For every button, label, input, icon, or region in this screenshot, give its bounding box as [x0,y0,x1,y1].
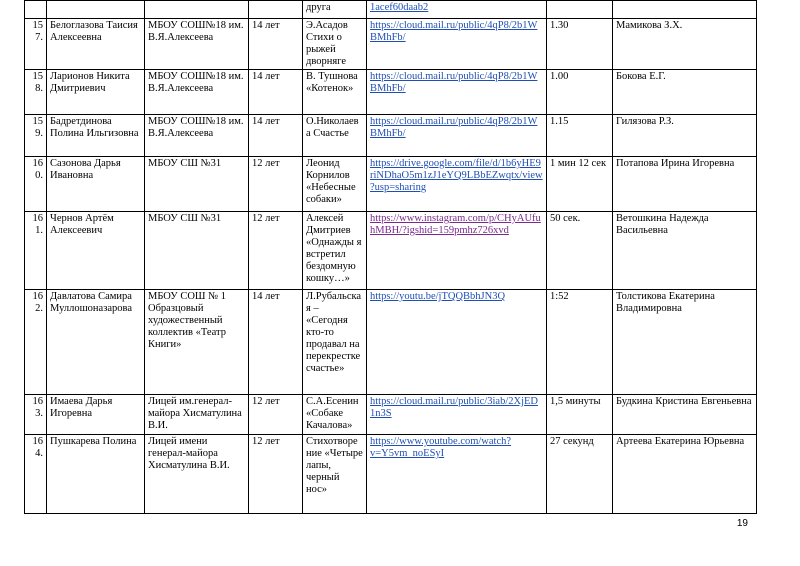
teacher-name: Гилязова Р.З. [613,115,757,157]
work-title: Л.Рубальская – «Сегодня кто-то продавал на перекрестке счастье» [303,290,367,395]
video-link[interactable]: https://www.instagram.com/p/CHyAUfuhMBH/?igshid=159pmhz726xvd [370,213,541,236]
school-name: Лицей им.генерал-майора Хисматулина В.И. [145,395,249,435]
table-row [25,290,757,395]
age: 14 лет [249,19,303,70]
page-number: 19 [736,518,748,529]
participant-name: Сазонова Дарья Ивановна [47,157,145,212]
age: 14 лет [249,290,303,395]
table-row [25,70,757,115]
table-row [25,395,757,435]
work-cell: друга [303,1,367,19]
teacher-name: Бокова Е.Г. [613,70,757,115]
work-title: Алексей Дмитриев «Однажды я встретил бездомную кошку…» [303,212,367,290]
work-title: Стихотворение «Четыре лапы, черный нос» [303,435,367,514]
work-title: Леонид Корнилов «Небесные собаки» [303,157,367,212]
duration: 1.15 [547,115,613,157]
row-number: 158. [25,70,47,115]
age: 12 лет [249,157,303,212]
participant-name: Имаева Дарья Игоревна [47,395,145,435]
row-number: 161. [25,212,47,290]
teacher-name: Будкина Кристина Евгеньевна [613,395,757,435]
duration: 1 мин 12 сек [547,157,613,212]
video-link[interactable]: https://drive.google.com/file/d/1b6yHE9riNDhaO5m1zJ1eYQ9LBbEZwqtx/view?usp=sharing [370,158,543,193]
school-name: МБОУ СШ №31 [145,212,249,290]
row-number: 159. [25,115,47,157]
table-row [25,1,757,19]
participant-name: Бадретдинова Полина Ильгизовна [47,115,145,157]
row-number: 164. [25,435,47,514]
age: 14 лет [249,115,303,157]
duration: 1,5 минуты [547,395,613,435]
age: 12 лет [249,212,303,290]
school-name: МБОУ СОШ № 1 Образцовый художественный коллектив «Театр Книги» [145,290,249,395]
work-title: О.Николаева Счастье [303,115,367,157]
duration: 50 сек. [547,212,613,290]
age: 14 лет [249,70,303,115]
school-name: Лицей имени генерал-майора Хисматулина В.И. [145,435,249,514]
teacher-name: Толстикова Екатерина Владимировна [613,290,757,395]
row-number: 157. [25,19,47,70]
duration: 1.00 [547,70,613,115]
row-number: 162. [25,290,47,395]
duration: 1:52 [547,290,613,395]
participant-name: Ларионов Никита Дмитриевич [47,70,145,115]
table-row [25,19,757,70]
work-title: В. Тушнова «Котенок» [303,70,367,115]
video-link[interactable]: https://cloud.mail.ru/public/3iab/2XjED1n3S [370,396,538,419]
duration: 1.30 [547,19,613,70]
row-number: 163. [25,395,47,435]
teacher-name: Ветошкина Надежда Васильевна [613,212,757,290]
teacher-name: Артеева Екатерина Юрьевна [613,435,757,514]
work-title: С.А.Есенин «Собаке Качалова» [303,395,367,435]
video-link[interactable]: https://cloud.mail.ru/public/4qP8/2b1WBMhFb/ [370,71,538,94]
school-name: МБОУ СОШ№18 им. В.Я.Алексеева [145,115,249,157]
age: 12 лет [249,435,303,514]
video-link[interactable]: https://youtu.be/jTQQBbhJN3Q [370,291,506,302]
table-row [25,212,757,290]
participant-name: Пушкарева Полина [47,435,145,514]
work-title: Э.Асадов Стихи о рыжей дворняге [303,19,367,70]
participants-table [24,0,757,514]
table-row [25,435,757,514]
participant-name: Чернов Артём Алексеевич [47,212,145,290]
duration: 27 секунд [547,435,613,514]
video-link[interactable]: https://cloud.mail.ru/public/4qP8/2b1WBMhFb/ [370,20,538,43]
school-name: МБОУ СОШ№18 им. В.Я.Алексеева [145,19,249,70]
school-name: МБОУ СОШ№18 им. В.Я.Алексеева [145,70,249,115]
video-link[interactable]: 1acef60daab2 [370,2,429,13]
video-link[interactable]: https://cloud.mail.ru/public/4qP8/2b1WBMhFb/ [370,116,538,139]
school-name: МБОУ СШ №31 [145,157,249,212]
table-row [25,157,757,212]
teacher-name: Мамикова З.Х. [613,19,757,70]
participant-name: Давлатова Самира Муллошоназарова [47,290,145,395]
row-number: 160. [25,157,47,212]
participant-name: Белоглазова Таисия Алексеевна [47,19,145,70]
table-row [25,115,757,157]
video-link[interactable]: https://www.youtube.com/watch?v=Y5vm_noESyI [370,436,512,459]
age: 12 лет [249,395,303,435]
teacher-name: Потапова Ирина Игоревна [613,157,757,212]
